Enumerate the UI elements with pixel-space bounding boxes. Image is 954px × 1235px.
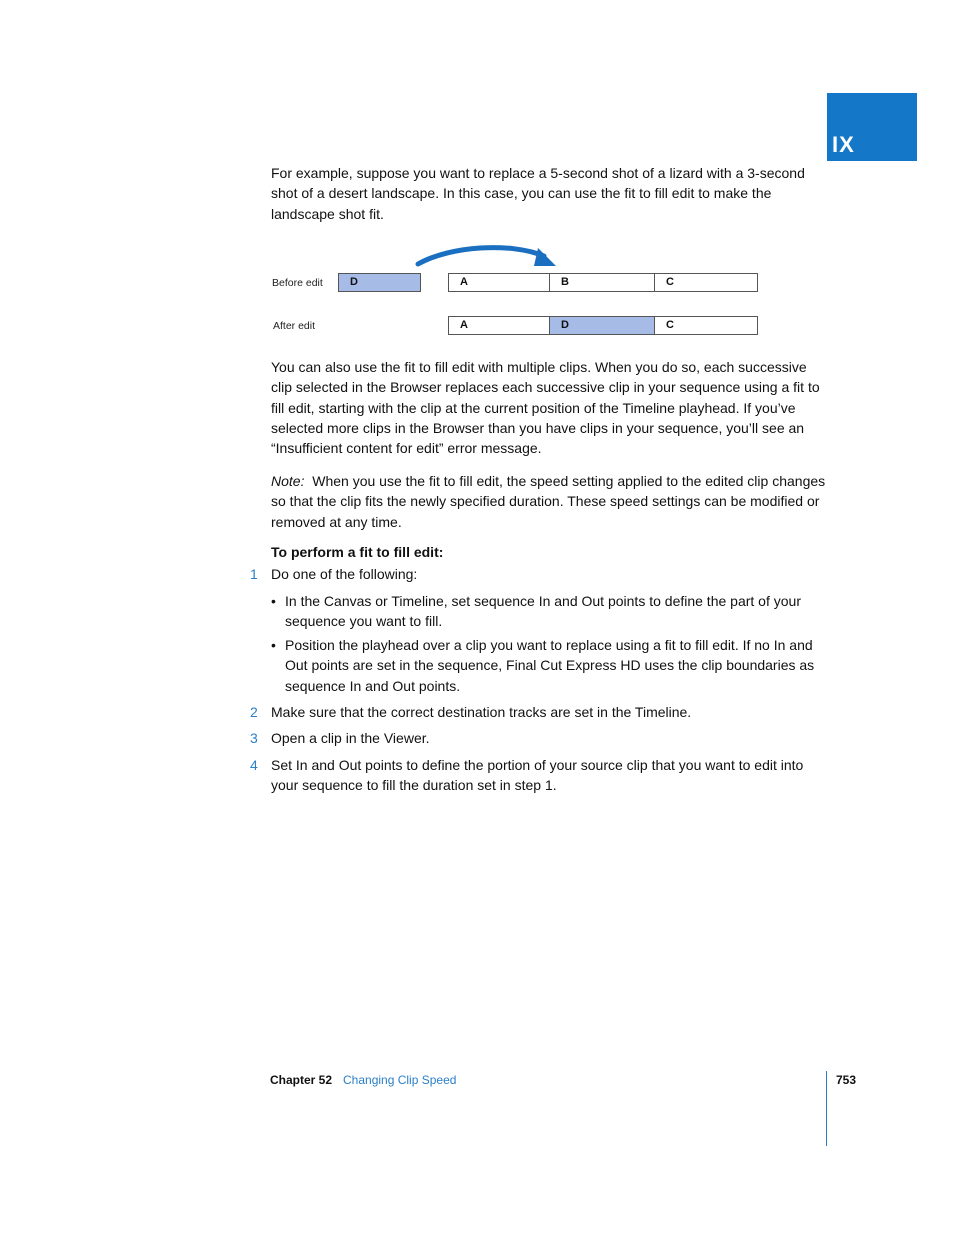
intro-paragraph: For example, suppose you want to replace a 5-second shot of a lizard with a 3-second shot of a desert landscape. In this case, you can use the fit to fill edit to make the landscape shot fit. (271, 165, 805, 222)
step-text: Do one of the following: (271, 566, 418, 582)
before-source-clip: D (338, 273, 421, 292)
note-text: When you use the fit to fill edit, the speed setting applied to the edited clip changes so that the clip fits the newly specified duration. These speed settings can be modified or removed at any time. (271, 473, 826, 530)
before-clip-b: B (549, 273, 656, 292)
before-clip-a: A (448, 273, 551, 292)
bullet-item: Position the playhead over a clip you want to replace using a fit to fill edit. If no In and Out points are set in the sequence, Final Cut Express HD uses the clip boundaries as sequence In and Out points. (285, 637, 815, 694)
after-edit-label: After edit (273, 320, 316, 332)
step-number: 2 (250, 704, 258, 720)
footer-divider (826, 1071, 827, 1146)
note-label: Note: (271, 473, 305, 489)
after-clip-a: A (448, 316, 551, 335)
procedure-title: To perform a fit to fill edit: (271, 544, 444, 560)
multiple-clips-paragraph: You can also use the fit to fill edit with multiple clips. When you do so, each successive clip selected in the Browser replaces each successive clip in your sequence using a fit to fill edit, starting with the clip at the current position of the Timeline playhead. If you’ve selected more clips in the Browser than you have clips in your sequence, you’ll see an “Insufficient content for edit” error message. (271, 359, 820, 457)
step-text: Open a clip in the Viewer. (271, 730, 430, 746)
after-clip-d: D (549, 316, 656, 335)
bullet-item: In the Canvas or Timeline, set sequence In and Out points to define the part of your sequence you want to fill. (285, 593, 801, 630)
after-clip-c: C (654, 316, 758, 335)
step-text: Set In and Out points to define the portion of your source clip that you want to edit into your sequence to fill the duration set in step 1. (271, 757, 804, 794)
bullet-marker: • (271, 593, 276, 609)
step-number: 3 (250, 730, 258, 746)
section-tab-label: IX (832, 132, 855, 157)
footer-chapter-title-link[interactable]: Changing Clip Speed (343, 1073, 457, 1087)
before-edit-label: Before edit (272, 277, 323, 289)
step-number: 4 (250, 757, 258, 773)
bullet-marker: • (271, 637, 276, 653)
footer-chapter: Chapter 52 (270, 1073, 333, 1087)
move-arrow-icon (410, 240, 570, 274)
before-clip-c: C (654, 273, 758, 292)
section-tab (827, 93, 917, 161)
note-paragraph (271, 471, 827, 532)
step-text: Make sure that the correct destination tracks are set in the Timeline. (271, 704, 692, 720)
page-number: 753 (836, 1073, 857, 1087)
step-number: 1 (250, 566, 258, 582)
